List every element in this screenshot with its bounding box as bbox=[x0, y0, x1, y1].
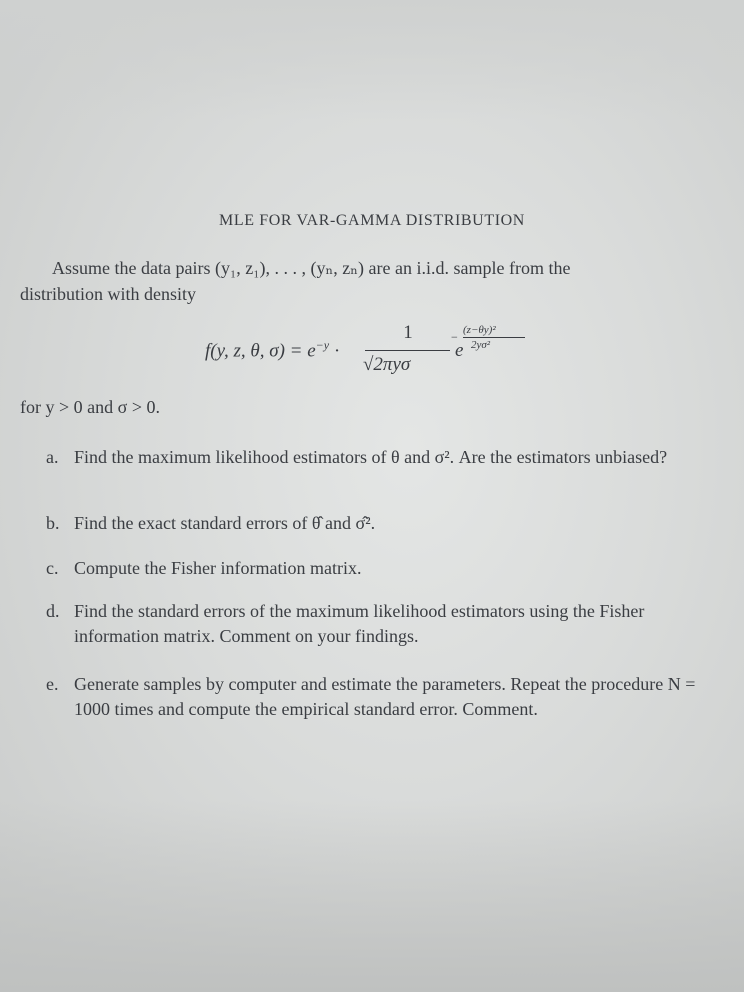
paper-shadow-top bbox=[0, 0, 744, 120]
exponential-base: e bbox=[455, 340, 464, 361]
document-title: MLE FOR VAR-GAMMA DISTRIBUTION bbox=[219, 212, 525, 229]
question-item bbox=[46, 511, 716, 536]
question-letter: a. bbox=[46, 447, 59, 467]
question-item bbox=[46, 599, 716, 649]
question-text: Find the maximum likelihood estimators of θ and σ². Are the estimators unbiased? bbox=[74, 447, 668, 467]
fraction-denominator: √2πyσ bbox=[363, 354, 411, 375]
paper-shadow-bottom bbox=[0, 800, 744, 992]
question-item bbox=[46, 445, 716, 470]
question-item bbox=[46, 556, 716, 581]
exponent-minus: − bbox=[451, 330, 458, 344]
intro-line-2: distribution with density bbox=[20, 284, 197, 304]
exponent-fraction-bar bbox=[463, 337, 525, 338]
exponent-numerator: (z−θy)² bbox=[463, 324, 496, 336]
question-text: Find the exact standard errors of θ̂ and σ̂². bbox=[74, 513, 376, 533]
question-letter: d. bbox=[46, 601, 60, 621]
question-item bbox=[46, 672, 716, 722]
question-text: Find the standard errors of the maximum likelihood estimators using the Fisher information matrix. Comment on your findings. bbox=[74, 601, 645, 646]
question-text: Compute the Fisher information matrix. bbox=[74, 558, 362, 578]
equation-dot: · bbox=[329, 340, 341, 362]
question-letter: e. bbox=[46, 674, 59, 694]
equation-lhs bbox=[205, 338, 340, 362]
question-letter: b. bbox=[46, 513, 60, 533]
fraction-numerator: 1 bbox=[403, 322, 413, 343]
equation-lhs-exponent: −y bbox=[315, 338, 330, 352]
question-text: Generate samples by computer and estimate the parameters. Repeat the procedure N = 1000 times and compute the empirical standard error. Comment. bbox=[74, 674, 696, 719]
question-letter: c. bbox=[46, 558, 59, 578]
parameter-condition: for y > 0 and σ > 0. bbox=[20, 397, 160, 417]
intro-line-1: Assume the data pairs (y₁, z₁), . . . , (yₙ, zₙ) are an i.i.d. sample from the bbox=[52, 258, 571, 278]
density-equation bbox=[205, 320, 565, 380]
intro-paragraph bbox=[20, 255, 720, 307]
exponent-denominator: 2yσ² bbox=[471, 339, 491, 351]
fraction-bar bbox=[365, 350, 450, 351]
equation-lhs-text: f(y, z, θ, σ) = e bbox=[205, 340, 316, 362]
